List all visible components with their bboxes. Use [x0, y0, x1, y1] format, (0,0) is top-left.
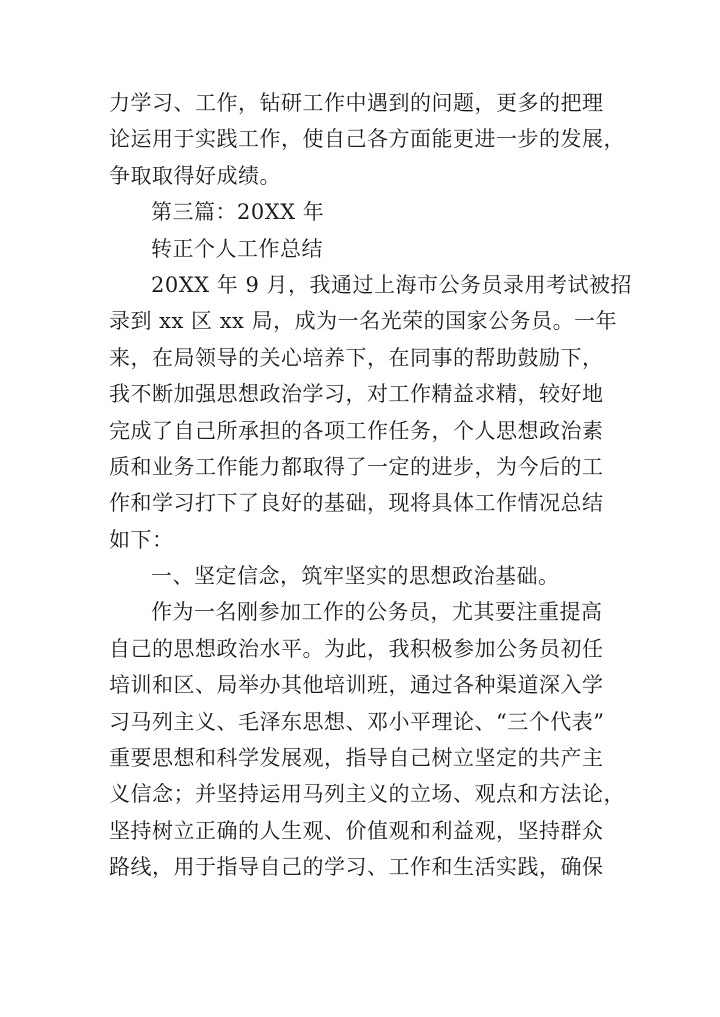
text-line: 我不断加强思想政治学习，对工作精益求精，较好地	[109, 382, 604, 407]
text-line: 习马列主义、毛泽东思想、邓小平理论、“三个代表”	[109, 709, 605, 734]
text-line: 录到 xx 区 xx 局，成为一名光荣的国家公务员。一年	[109, 309, 618, 334]
text-line: 力学习、工作，钻研工作中遇到的问题，更多的把理	[109, 91, 604, 115]
text-line: 作和学习打下了良好的基础，现将具体工作情况总结	[109, 491, 604, 516]
text-line: 质和业务工作能力都取得了一定的进步，为今后的工	[109, 454, 604, 479]
text-line: 来，在局领导的关心培养下，在同事的帮助鼓励下，	[109, 345, 604, 370]
text-line: 培训和区、局举办其他培训班，通过各种渠道深入学	[109, 673, 604, 698]
text-line: 转正个人工作总结	[151, 236, 323, 261]
text-line: 自己的思想政治水平。为此，我积极参加公务员初任	[109, 636, 604, 661]
text-line: 义信念；并坚持运用马列主义的立场、观点和方法论，	[109, 782, 625, 807]
text-line: 重要思想和科学发展观，指导自己树立坚定的共产主	[109, 746, 604, 771]
text-line: 作为一名刚参加工作的公务员，尤其要注重提高	[151, 600, 603, 625]
text-line: 完成了自己所承担的各项工作任务，个人思想政治素	[109, 418, 604, 443]
text-line: 路线，用于指导自己的学习、工作和生活实践，确保	[109, 855, 604, 880]
text-line: 论运用于实践工作，使自己各方面能更进一步的发展，	[109, 127, 625, 152]
text-line: 争取取得好成绩。	[109, 163, 281, 188]
text-line: 第三篇：20XX 年	[151, 200, 325, 225]
text-line: 一、坚定信念，筑牢坚实的思想政治基础。	[151, 564, 560, 589]
document-body	[109, 85, 633, 886]
text-line: 坚持树立正确的人生观、价值观和利益观，坚持群众	[109, 818, 604, 843]
text-line: 如下：	[109, 527, 174, 552]
text-line: 20XX 年 9 月，我通过上海市公务员录用考试被招	[151, 272, 633, 297]
